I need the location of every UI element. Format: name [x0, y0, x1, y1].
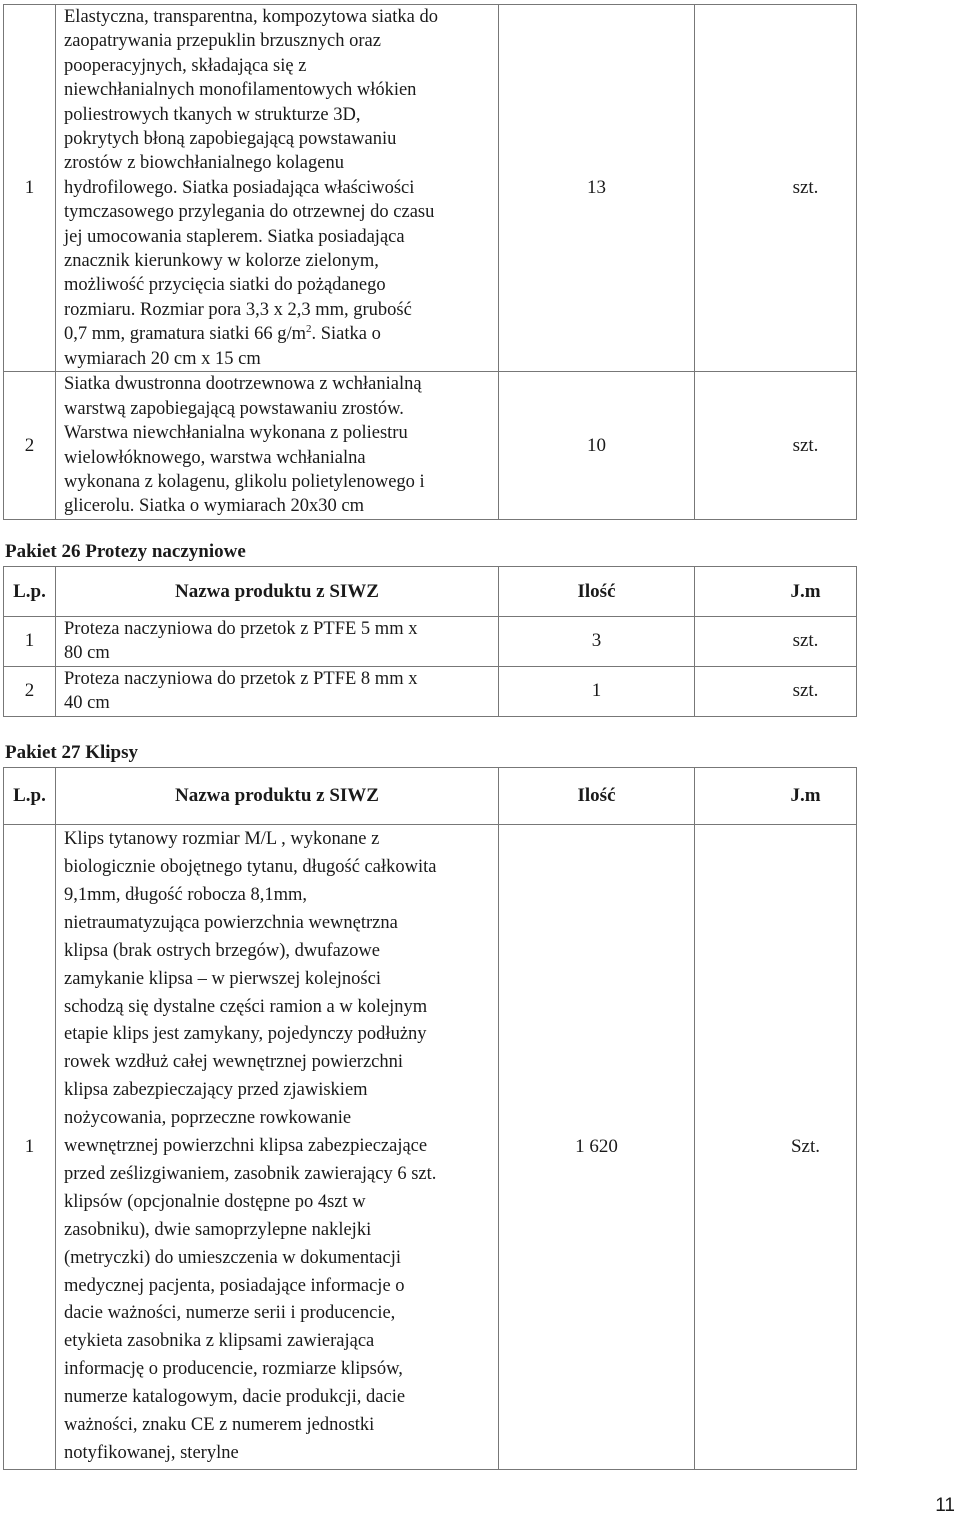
row-unit: szt. — [695, 5, 857, 372]
header-lp: L.p. — [4, 768, 56, 825]
table-header-row — [4, 768, 857, 825]
header-quantity: Ilość — [499, 768, 695, 825]
pakiet-26-table — [3, 566, 857, 717]
row-lp: 1 — [4, 825, 56, 1470]
row-quantity: 10 — [499, 372, 695, 520]
table-row — [4, 617, 857, 667]
row-lp: 1 — [4, 617, 56, 667]
continuation-table — [3, 4, 857, 520]
row-lp: 1 — [4, 5, 56, 372]
page-number: 11 — [935, 1495, 955, 1516]
row-lp: 2 — [4, 372, 56, 520]
row-quantity: 3 — [499, 617, 695, 667]
header-name: Nazwa produktu z SIWZ — [56, 768, 499, 825]
row-description: Proteza naczyniowa do przetok z PTFE 8 mm x 40 cm — [56, 666, 499, 716]
header-name: Nazwa produktu z SIWZ — [56, 567, 499, 617]
row-unit: Szt. — [695, 825, 857, 1470]
row-unit: szt. — [695, 617, 857, 667]
pakiet-26-title: Pakiet 26 Protezy naczyniowe — [5, 541, 246, 562]
table-row — [4, 5, 857, 372]
table-row — [4, 666, 857, 716]
row-unit: szt. — [695, 666, 857, 716]
row-quantity: 1 620 — [499, 825, 695, 1470]
header-quantity: Ilość — [499, 567, 695, 617]
header-lp: L.p. — [4, 567, 56, 617]
header-unit: J.m — [695, 567, 857, 617]
row-description: Siatka dwustronna dootrzewnowa z wchłanialną warstwą zapobiegającą powstawaniu zrostów. Warstwa niewchłanialna wykonana z poliestru wielowłóknowego, warstwa wchłanialna wykonana z kolagenu, glikolu polietylenowego i glicerolu. Siatka o wymiarach 20x30 cm — [56, 372, 499, 520]
row-description: Proteza naczyniowa do przetok z PTFE 5 mm x 80 cm — [56, 617, 499, 667]
row-description: Elastyczna, transparentna, kompozytowa siatka do zaopatrywania przepuklin brzusznych oraz pooperacyjnych, składająca się z niewchłanialnych monofilamentowych włókien poliestrowych tkanych w strukturze 3D, pokrytych błoną zapobiegającą powstawaniu zrostów z biowchłanialnego kolagenu hydrofilowego. Siatka posiadająca właściwości tymczasowego przylegania do otrzewnej do czasu jej umocowania staplerem. Siatka posiadająca znacznik kierunkowy w kolorze zielonym, możliwość przycięcia siatki do pożądanego rozmiaru. Rozmiar pora 3,3 x 2,3 mm, grubość 0,7 mm, gramatura siatki 66 $g/m^2$. Siatka o wymiarach 20 cm x 15 cm — [56, 5, 499, 372]
pakiet-27-title: Pakiet 27 Klipsy — [5, 742, 139, 763]
row-unit: szt. — [695, 372, 857, 520]
pakiet-27-table — [3, 767, 857, 1470]
row-lp: 2 — [4, 666, 56, 716]
row-description: Klips tytanowy rozmiar M/L , wykonane z biologicznie obojętnego tytanu, długość całkowita 9,1mm, długość robocza 8,1mm, nietraumatyzująca powierzchnia wewnętrzna klipsa (brak ostrych brzegów), dwufazowe zamykanie klipsa – w pierwszej kolejności schodzą się dystalne części ramion a w kolejnym etapie klips jest zamykany, pojedynczy podłużny rowek wzdłuż całej wewnętrznej powierzchni klipsa zabezpieczający przed zjawiskiem nożycowania, poprzeczne rowkowanie wewnętrznej powierzchni klipsa zabezpieczające przed ześlizgiwaniem, zasobnik zawierający 6 szt. klipsów (opcjonalnie dostępne po 4szt w zasobniku), dwie samoprzylepne naklejki (metryczki) do umieszczenia w dokumentacji medycznej pacjenta, posiadające informacje o dacie ważności, numerze serii i producencie, etykieta zasobnika z klipsami zawierająca informację o producencie, rozmiarze klipsów, numerze katalogowym, dacie produkcji, dacie ważności, znaku CE z numerem jednostki notyfikowanej, sterylne — [56, 825, 499, 1470]
table-row — [4, 825, 857, 1470]
row-quantity: 13 — [499, 5, 695, 372]
row-quantity: 1 — [499, 666, 695, 716]
table-row — [4, 372, 857, 520]
table-header-row — [4, 567, 857, 617]
header-unit: J.m — [695, 768, 857, 825]
